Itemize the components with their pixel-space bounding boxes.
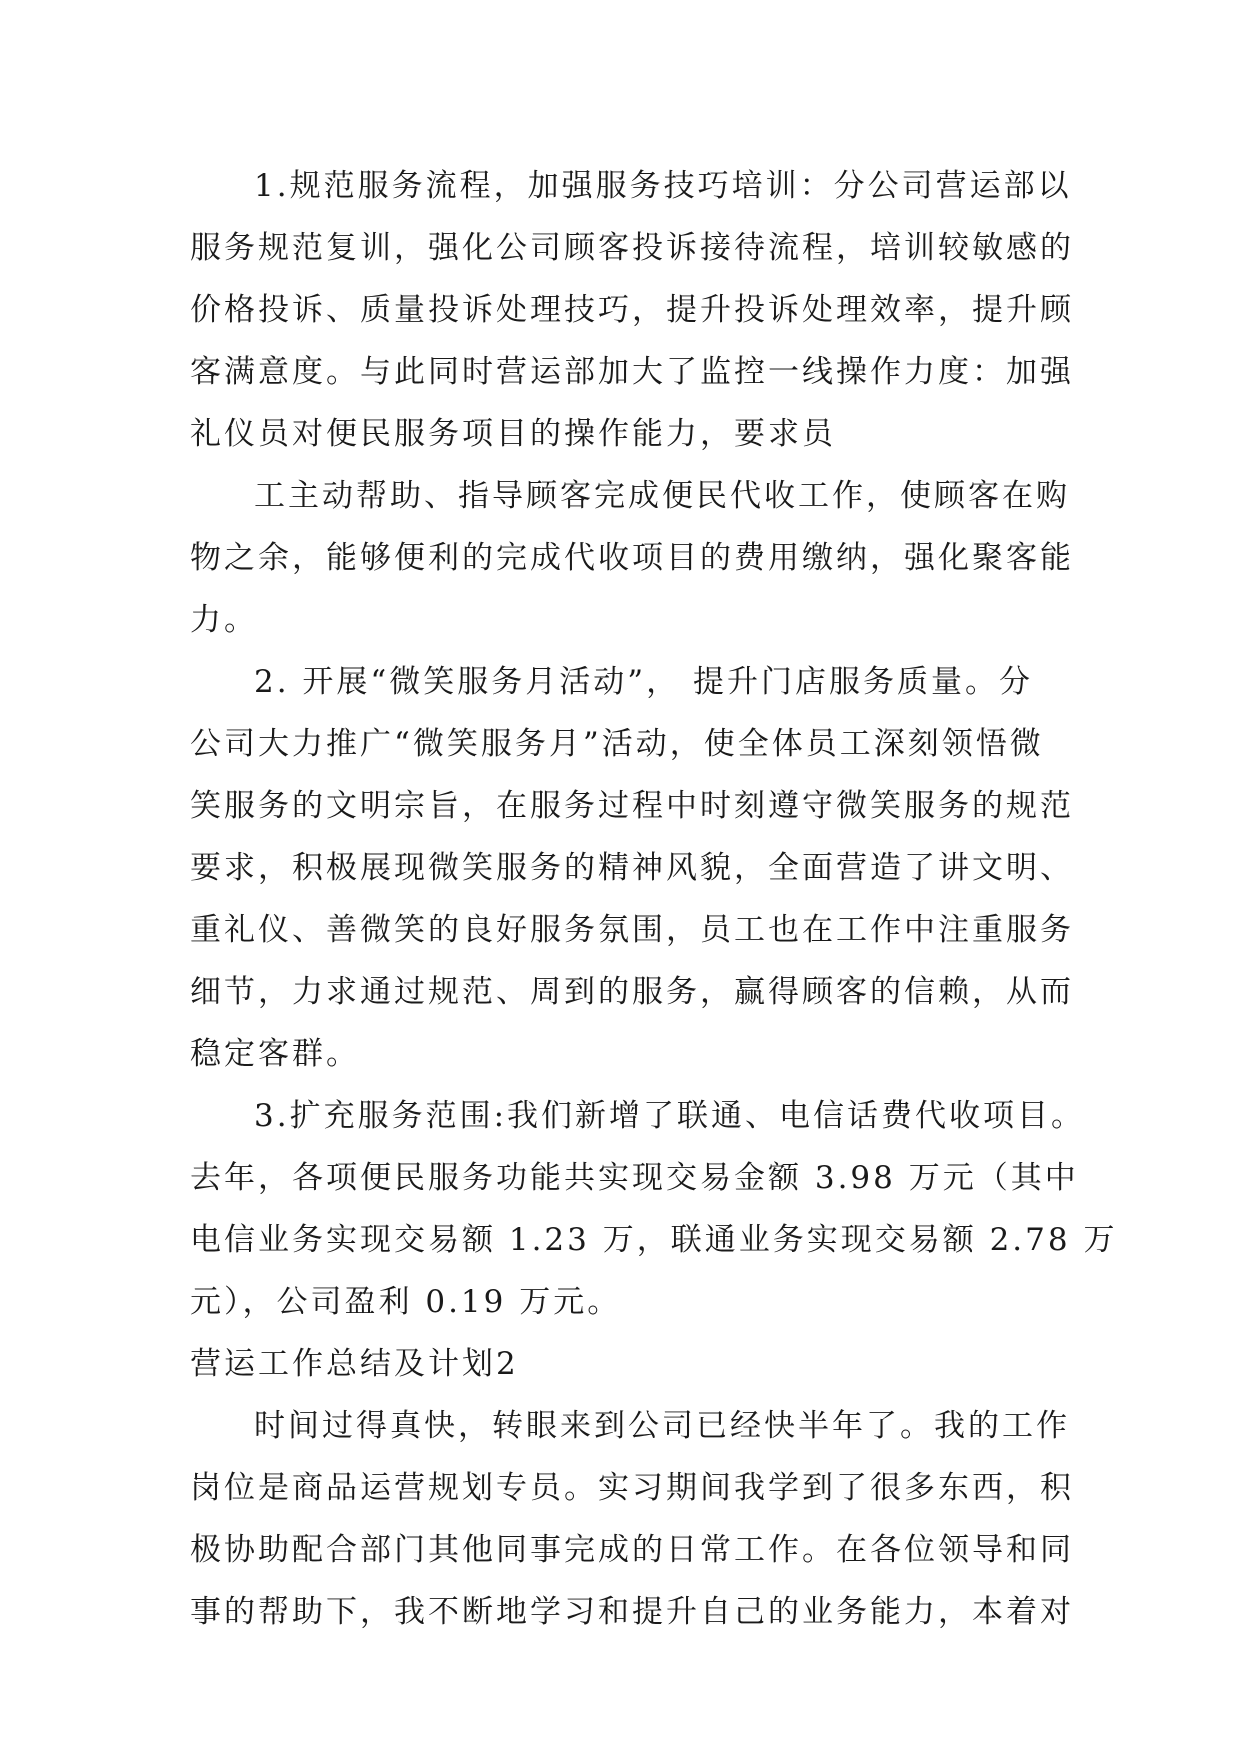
text-line: 元），公司盈利 0.19 万元。 (190, 1284, 622, 1320)
text-line: 时间过得真快，转眼来到公司已经快半年了。我的工作 (254, 1408, 1070, 1444)
text-line: 稳定客群。 (190, 1036, 360, 1072)
text-line: 细节，力求通过规范、周到的服务，赢得顾客的信赖，从而 (190, 974, 1074, 1010)
text-line: 物之余，能够便利的完成代收项目的费用缴纳，强化聚客能 (190, 540, 1074, 576)
text-line: 客满意度。与此同时营运部加大了监控一线操作力度：加强 (190, 354, 1074, 390)
text-line: 价格投诉、质量投诉处理技巧，提升投诉处理效率，提升顾 (190, 292, 1074, 328)
text-line: 重礼仪、善微笑的良好服务氛围，员工也在工作中注重服务 (190, 912, 1074, 948)
text-line: 服务规范复训，强化公司顾客投诉接待流程，培训较敏感的 (190, 230, 1074, 266)
text-line: 1.规范服务流程，加强服务技巧培训：分公司营运部以 (254, 168, 1072, 204)
text-line: 要求，积极展现微笑服务的精神风貌，全面营造了讲文明、 (190, 850, 1074, 886)
text-line: 笑服务的文明宗旨，在服务过程中时刻遵守微笑服务的规范 (190, 788, 1074, 824)
text-line: 电信业务实现交易额 1.23 万，联通业务实现交易额 2.78 万 (190, 1222, 1118, 1258)
text-line: 事的帮助下，我不断地学习和提升自己的业务能力，本着对 (190, 1594, 1074, 1630)
text-line: 极协助配合部门其他同事完成的日常工作。在各位领导和同 (190, 1532, 1074, 1568)
section-heading: 营运工作总结及计划2 (190, 1346, 519, 1382)
text-line: 去年，各项便民服务功能共实现交易金额 3.98 万元（其中 (190, 1160, 1079, 1196)
text-line: 岗位是商品运营规划专员。实习期间我学到了很多东西，积 (190, 1470, 1074, 1506)
document-page (190, 155, 1118, 1643)
text-line: 公司大力推广“微笑服务月”活动，使全体员工深刻领悟微 (190, 726, 1044, 762)
text-line: 3.扩充服务范围:我们新增了联通、电信话费代收项目。 (254, 1098, 1086, 1134)
text-line: 力。 (190, 602, 258, 638)
text-line: 礼仪员对便民服务项目的操作能力，要求员 (190, 416, 836, 452)
text-line: 2. 开展“微笑服务月活动”， 提升门店服务质量。分 (254, 664, 1033, 700)
text-line: 工主动帮助、指导顾客完成便民代收工作，使顾客在购 (254, 478, 1070, 514)
